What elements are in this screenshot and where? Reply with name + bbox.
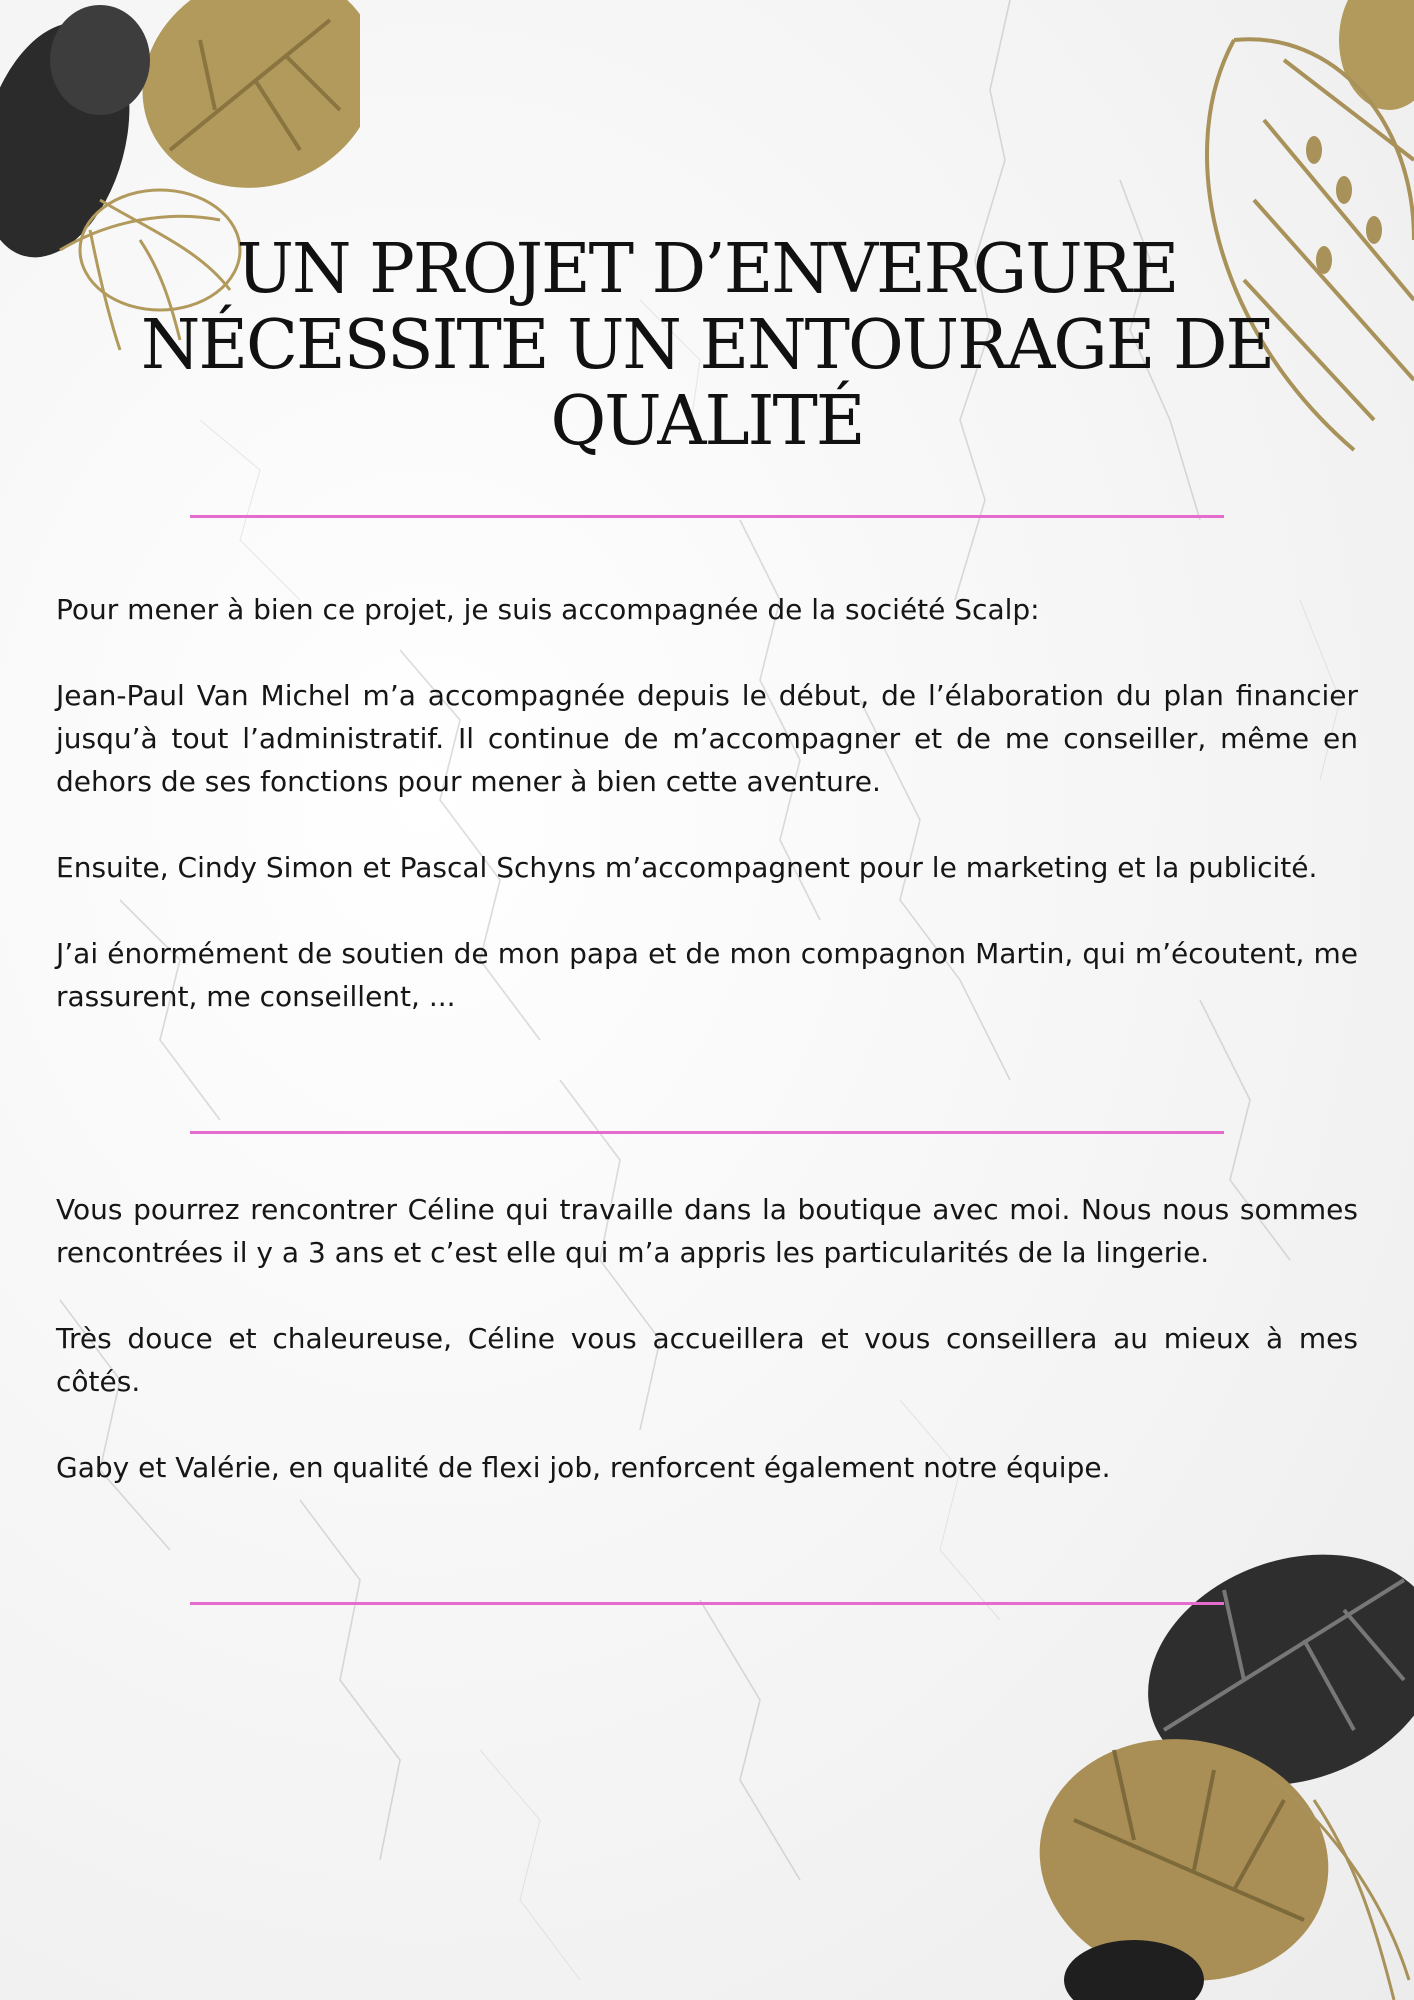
divider-line xyxy=(190,1602,1224,1605)
divider-line xyxy=(190,515,1224,518)
title-line: UN PROJET D’ENVERGURE xyxy=(236,230,1178,309)
paragraph: J’ai énormément de soutien de mon papa et de mon compagnon Martin, qui m’écoutent, me rassurent, me conseillent, ... xyxy=(56,937,1358,1013)
paragraph: Gaby et Valérie, en qualité de flexi job, renforcent également notre équipe. xyxy=(56,1451,1111,1484)
paragraph: Très douce et chaleureuse, Céline vous accueillera et vous conseillera au mieux à mes côtés. xyxy=(56,1322,1358,1398)
paragraph: Vous pourrez rencontrer Céline qui travaille dans la boutique avec moi. Nous nous sommes rencontrées il y a 3 ans et c’est elle qui m’a appris les particularités de la lingerie. xyxy=(56,1193,1358,1269)
paragraph: Ensuite, Cindy Simon et Pascal Schyns m’accompagnent pour le marketing et la publicité. xyxy=(56,851,1318,884)
paragraph: Pour mener à bien ce projet, je suis accompagnée de la société Scalp: xyxy=(56,593,1040,626)
title-line: QUALITÉ xyxy=(550,382,864,461)
team-section-scalp xyxy=(56,588,1358,1018)
monstera-leaf-bottom-right-icon xyxy=(1014,1500,1414,2000)
paragraph: Jean-Paul Van Michel m’a accompagnée depuis le début, de l’élaboration du plan financier jusqu’à tout l’administratif. Il continue de m’accompagner et de me conseiller, même en dehors de ses fonctions pour mener à bien cette aventure. xyxy=(56,679,1358,798)
page-title xyxy=(120,232,1294,460)
title-line: NÉCESSITE UN ENTOURAGE DE xyxy=(140,306,1274,385)
team-section-boutique xyxy=(56,1188,1358,1489)
divider-line xyxy=(190,1131,1224,1134)
